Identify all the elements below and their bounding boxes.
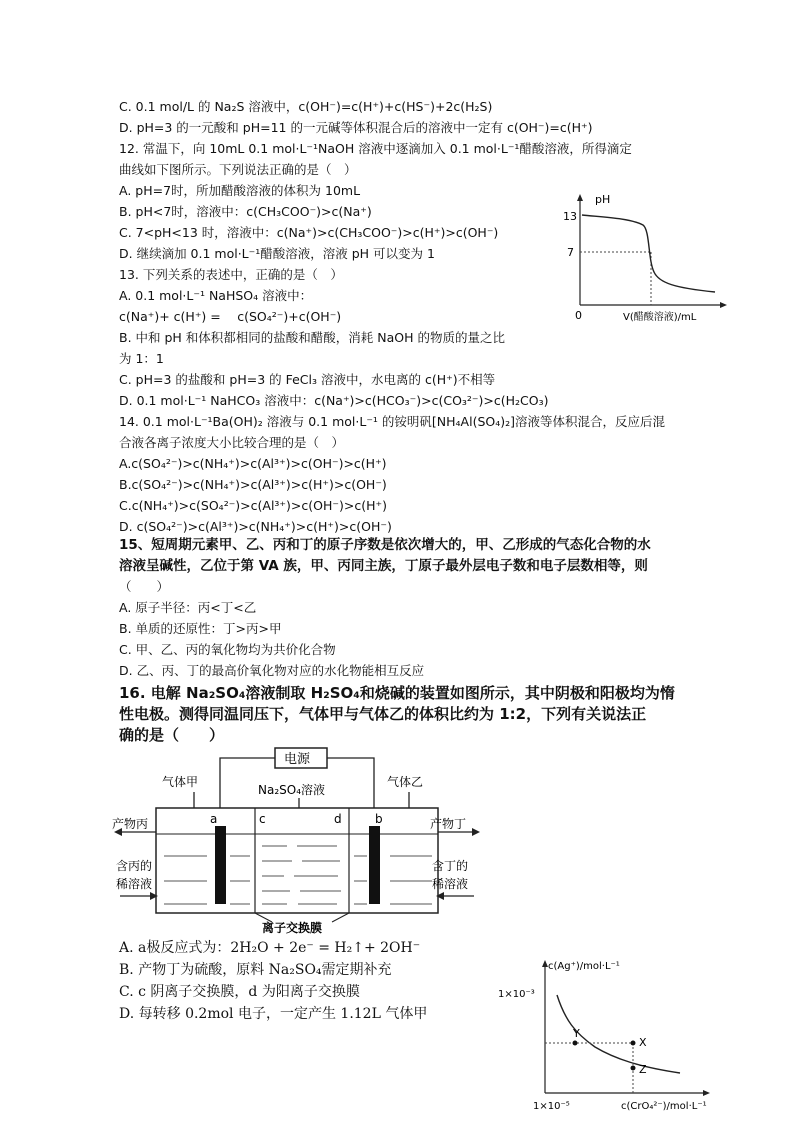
q14-option-a: A.c(SO₄²⁻)>c(NH₄⁺)>c(Al³⁺)>c(OH⁻)>c(H⁺) [119, 456, 387, 471]
q15-option-b: B. 单质的还原性：丁>丙>甲 [119, 621, 282, 636]
q14-stem-2: 合液各离子浓度大小比较合理的是（ ） [119, 435, 345, 450]
label-z: Z [639, 1063, 647, 1076]
q11-option-d: D. pH=3 的一元酸和 pH=11 的一元碱等体积混合后的溶液中一定有 c(OH⁻)=c(H⁺) [119, 120, 593, 135]
x-tick-label: 1×10⁻⁵ [533, 1101, 570, 1112]
q13-option-a-expr: c(Na⁺)+ c(H⁺) = c(SO₄²⁻)+c(OH⁻) [119, 309, 342, 324]
q12-option-c: C. 7<pH<13 时，溶液中：c(Na⁺)>c(CH₃COO⁻)>c(H⁺)>c(OH⁻) [119, 225, 499, 240]
q14-stem-1: 14. 0.1 mol·L⁻¹Ba(OH)₂ 溶液与 0.1 mol·L⁻¹ 的铵明矾[NH₄Al(SO₄)₂]溶液等体积混合，反应后混 [119, 414, 665, 429]
q12-stem-2: 曲线如下图所示。下列说法正确的是（ ） [119, 162, 357, 177]
gas-a-label: 气体甲 [162, 775, 199, 789]
y-axis-label: c(Ag⁺)/mol·L⁻¹ [548, 961, 620, 972]
q16-option-b: B. 产物丁为硫酸，原料 Na₂SO₄需定期补充 [119, 962, 392, 978]
electrode-b-label: b [375, 812, 383, 826]
membrane-d-label: d [334, 812, 342, 826]
ag-cro4-curve-figure [495, 955, 725, 1115]
q16-stem-2: 性电极。测得同温同压下，气体甲与气体乙的体积比约为 1:2，下列有关说法正 [119, 705, 647, 723]
na2so4-solution-label: Na₂SO₄溶液 [258, 783, 326, 797]
q15-option-c: C. 甲、乙、丙的氧化物均为共价化合物 [119, 642, 336, 657]
membrane-pointer-d [332, 913, 349, 922]
x-axis-label: V(醋酸溶液)/mL [623, 312, 697, 323]
product-c-label: 产物丙 [112, 817, 149, 831]
product-d-label: 产物丁 [430, 817, 467, 831]
origin-label: 0 [575, 309, 582, 322]
electrolytic-cell [156, 808, 438, 913]
point-y [573, 1041, 578, 1046]
q13-stem: 13. 下列关系的表述中，正确的是（ ） [119, 267, 343, 282]
q15-stem-2: 溶液呈碱性，乙位于第 VA 族，甲、丙同主族，丁原子最外层电子数和电子层数相等，则 [119, 558, 648, 574]
electrode-a-label: a [210, 812, 218, 826]
q13-option-d: D. 0.1 mol·L⁻¹ NaHCO₃ 溶液中：c(Na⁺)>c(HCO₃⁻)>c(CO₃²⁻)>c(H₂CO₃) [119, 393, 549, 408]
q15-stem-3: （ ） [119, 579, 170, 594]
q13-option-a: A. 0.1 mol·L⁻¹ NaHSO₄ 溶液中： [119, 288, 313, 303]
dilute-c-label-2: 稀溶液 [116, 877, 153, 891]
dilute-c-label-1: 含丙的 [116, 859, 153, 873]
q14-option-c: C.c(NH₄⁺)>c(SO₄²⁻)>c(Al³⁺)>c(OH⁻)>c(H⁺) [119, 498, 387, 513]
q12-option-d: D. 继续滴加 0.1 mol·L⁻¹醋酸溶液，溶液 pH 可以变为 1 [119, 246, 435, 261]
q13-option-b-cont: 为 1：1 [119, 351, 164, 366]
point-x [631, 1041, 636, 1046]
y-axis-label: pH [595, 193, 611, 206]
q15-option-d: D. 乙、丙、丁的最高价氧化物对应的水化物能相互反应 [119, 663, 425, 678]
power-supply-label: 电源 [284, 752, 311, 767]
point-z [631, 1066, 636, 1071]
q16-option-d: D. 每转移 0.2mol 电子，一定产生 1.12L 气体甲 [119, 1006, 428, 1022]
q12-option-b: B. pH<7时，溶液中：c(CH₃COO⁻)>c(Na⁺) [119, 204, 372, 219]
dilute-d-label-2: 稀溶液 [432, 877, 469, 891]
q15-stem-1: 15、短周期元素甲、乙、丙和丁的原子序数是依次增大的，甲、乙形成的气态化合物的水 [119, 537, 651, 553]
x-axis-arrow [720, 302, 727, 308]
titration-curve [582, 215, 715, 292]
titration-curve-figure [555, 190, 730, 325]
q16-stem-1: 16. 电解 Na₂SO₄溶液制取 H₂SO₄和烧碱的装置如图所示，其中阴极和阳极均为惰 [119, 684, 675, 702]
q14-option-b: B.c(SO₄²⁻)>c(NH₄⁺)>c(Al³⁺)>c(H⁺)>c(OH⁻) [119, 477, 387, 492]
ion-exchange-membrane-label: 离子交换膜 [262, 921, 323, 934]
q16-option-a: A. a极反应式为：2H₂O + 2e⁻ = H₂↑+ 2OH⁻ [119, 940, 421, 956]
y-axis-arrow [577, 194, 583, 201]
q13-option-b: B. 中和 pH 和体积都相同的盐酸和醋酸，消耗 NaOH 的物质的量之比 [119, 330, 505, 345]
dilute-d-label-1: 含丁的 [432, 859, 469, 873]
q16-option-c: C. c 阴离子交换膜，d 为阳离子交换膜 [119, 984, 360, 1000]
gas-b-label: 气体乙 [387, 775, 424, 789]
x-axis-label: c(CrO₄²⁻)/mol·L⁻¹ [621, 1101, 707, 1112]
electrode-b [369, 826, 380, 904]
electrolysis-apparatus-figure [112, 746, 482, 934]
electrode-a [215, 826, 226, 904]
y-tick-label: 1×10⁻³ [498, 989, 535, 1000]
q16-stem-3: 确的是（ ） [119, 726, 225, 744]
q11-option-c: C. 0.1 mol/L 的 Na₂S 溶液中，c(OH⁻)=c(H⁺)+c(HS⁻)+2c(H₂S) [119, 99, 493, 114]
q14-option-d: D. c(SO₄²⁻)>c(Al³⁺)>c(NH₄⁺)>c(H⁺)>c(OH⁻) [119, 519, 392, 534]
q12-stem-1: 12. 常温下，向 10mL 0.1 mol·L⁻¹NaOH 溶液中逐滴加入 0.1 mol·L⁻¹醋酸溶液，所得滴定 [119, 141, 632, 156]
membrane-c-label: c [259, 812, 266, 826]
q13-option-c: C. pH=3 的盐酸和 pH=3 的 FeCl₃ 溶液中，水电离的 c(H⁺)不相等 [119, 372, 496, 387]
q12-option-a: A. pH=7时，所加醋酸溶液的体积为 10mL [119, 183, 361, 198]
q15-option-a: A. 原子半径：丙<丁<乙 [119, 600, 257, 615]
label-x: X [639, 1036, 647, 1049]
y-tick-13: 13 [563, 210, 577, 223]
label-y: Y [573, 1027, 580, 1040]
y-tick-7: 7 [567, 246, 574, 259]
